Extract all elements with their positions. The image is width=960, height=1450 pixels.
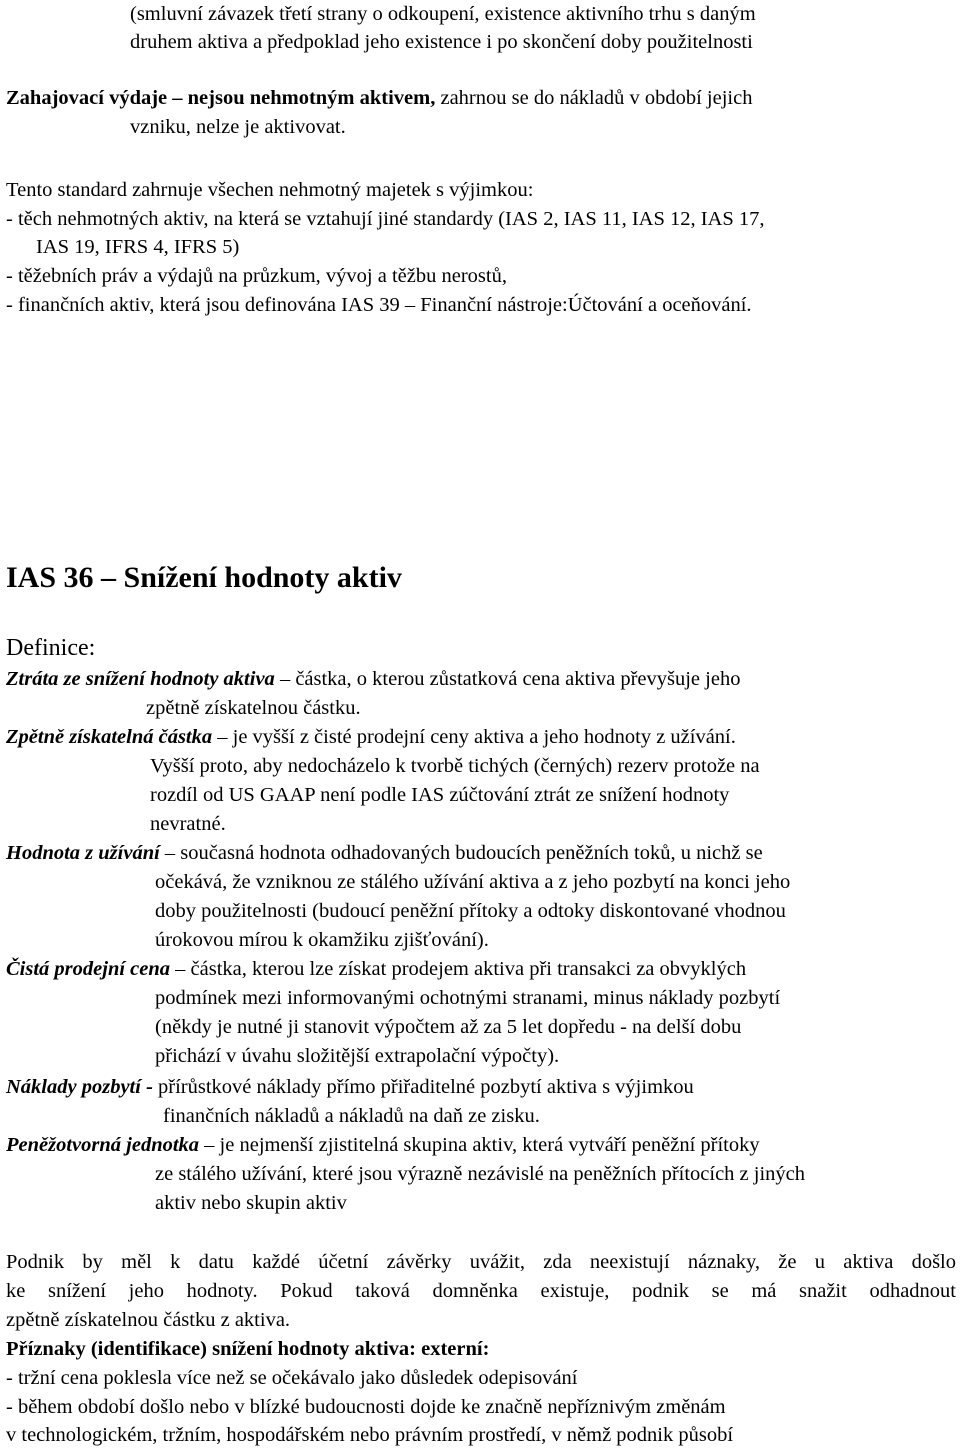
cista-term: Čistá prodejní cena [6, 958, 171, 980]
penez-term: Peněžotvorná jednotka [6, 1134, 200, 1156]
penez-line-2: ze stálého užívání, které jsou výrazně nezávislé na peněžních přítocích z jiných [155, 1163, 806, 1185]
intro-line-2: druhem aktiva a předpoklad jeho existence i po skončení doby použitelnosti [130, 31, 753, 53]
priznaky-heading: Příznaky (identifikace) snížení hodnoty aktiva: externí: [6, 1338, 490, 1360]
zpetne-line-4: nevratné. [150, 813, 226, 835]
section-heading: IAS 36 – Snížení hodnoty aktiv [6, 561, 402, 594]
scope-line-5: - finančních aktiv, která jsou definována IAS 39 – Finanční nástroje:Účtování a oceňování. [6, 294, 752, 316]
priznaky-item-3: v technologickém, tržním, hospodářském nebo právním prostředí, v němž podnik působí [6, 1424, 734, 1446]
hodnota-line [6, 839, 763, 868]
naklady-line [6, 1073, 694, 1102]
scope-line-4: - těžebních práv a výdajů na průzkum, vývoj a těžbu nerostů, [6, 265, 507, 287]
zpetne-line-3: rozdíl od US GAAP není podle IAS zúčtování ztrát ze snížení hodnoty [150, 784, 730, 806]
cista-line [6, 955, 746, 984]
zahajovaci-term: Zahajovací výdaje – nejsou nehmotným aktivem, [6, 87, 436, 109]
closing-para-line-1: Podnik by měl k datu každé účetní závěrky uvážit, zda neexistují náznaky, že u aktiva došlo [6, 1251, 956, 1273]
closing-para-line-2: ke snížení jeho hodnoty. Pokud taková domněnka existuje, podnik se má snažit odhadnout [6, 1280, 956, 1302]
hodnota-line-4: úrokovou mírou k okamžiku zjišťování). [155, 929, 489, 951]
zahajovaci-line-2: vzniku, nelze je aktivovat. [130, 116, 346, 138]
closing-para-line-3: zpětně získatelnou částku z aktiva. [6, 1309, 291, 1331]
hodnota-line-3: doby použitelnosti (budoucí peněžní přítoky a odtoky diskontované vhodnou [155, 900, 786, 922]
hodnota-rest: – současná hodnota odhadovaných budoucích peněžních toků, u nichž se [159, 842, 763, 864]
zpetne-rest: – je vyšší z čisté prodejní ceny aktiva a jeho hodnoty z užívání. [212, 726, 736, 748]
cista-line-4: přichází v úvahu složitější extrapolační výpočty). [155, 1045, 560, 1067]
zpetne-line-2: Vyšší proto, aby nedocházelo k tvorbě tichých (černých) rezerv protože na [150, 755, 760, 777]
scope-line-3: IAS 19, IFRS 4, IFRS 5) [36, 236, 240, 258]
cista-line-3: (někdy je nutné ji stanovit výpočtem až za 5 let dopředu - na delší dobu [155, 1016, 742, 1038]
intro-line-1: (smluvní závazek třetí strany o odkoupení, existence aktivního trhu s daným [130, 3, 756, 25]
ztrata-term: Ztráta ze snížení hodnoty aktiva [6, 668, 275, 690]
ztrata-line [6, 665, 740, 694]
priznaky-item-1: - tržní cena poklesla více než se očekávalo jako důsledek odepisování [6, 1367, 578, 1389]
zahajovaci-rest: zahrnou se do nákladů v období jejich [435, 87, 753, 109]
cista-rest: – částka, kterou lze získat prodejem aktiva při transakci za obvyklých [170, 958, 747, 980]
naklady-line-2: finančních nákladů a nákladů na daň ze zisku. [163, 1105, 540, 1127]
naklady-term: Náklady pozbytí - [6, 1076, 153, 1098]
hodnota-term: Hodnota z užívání [6, 842, 160, 864]
penez-rest: – je nejmenší zjistitelná skupina aktiv, která vytváří peněžní přítoky [199, 1134, 760, 1156]
cista-line-2: podmínek mezi informovanými ochotnými stranami, minus náklady pozbytí [155, 987, 781, 1009]
scope-line-1: Tento standard zahrnuje všechen nehmotný majetek s výjimkou: [6, 179, 534, 201]
ztrata-line-2: zpětně získatelnou částku. [146, 697, 361, 719]
ztrata-rest: – částka, o kterou zůstatková cena aktiva převyšuje jeho [274, 668, 741, 690]
naklady-rest: přírůstkové náklady přímo přiřaditelné pozbytí aktiva s výjimkou [152, 1076, 694, 1098]
definice-title: Definice: [6, 635, 96, 661]
priznaky-item-2: - během období došlo nebo v blízké budoucnosti dojde ke značně nepříznivým změnám [6, 1396, 726, 1418]
scope-line-2: - těch nehmotných aktiv, na která se vztahují jiné standardy (IAS 2, IAS 11, IAS 12, IAS 17, [6, 208, 765, 230]
zpetne-term: Zpětně získatelná částka [6, 726, 213, 748]
zahajovaci-line [6, 84, 752, 113]
penez-line-3: aktiv nebo skupin aktiv [155, 1192, 347, 1214]
zpetne-line [6, 723, 736, 752]
penez-line [6, 1131, 760, 1160]
hodnota-line-2: očekává, že vzniknou ze stálého užívání aktiva a z jeho pozbytí na konci jeho [155, 871, 791, 893]
